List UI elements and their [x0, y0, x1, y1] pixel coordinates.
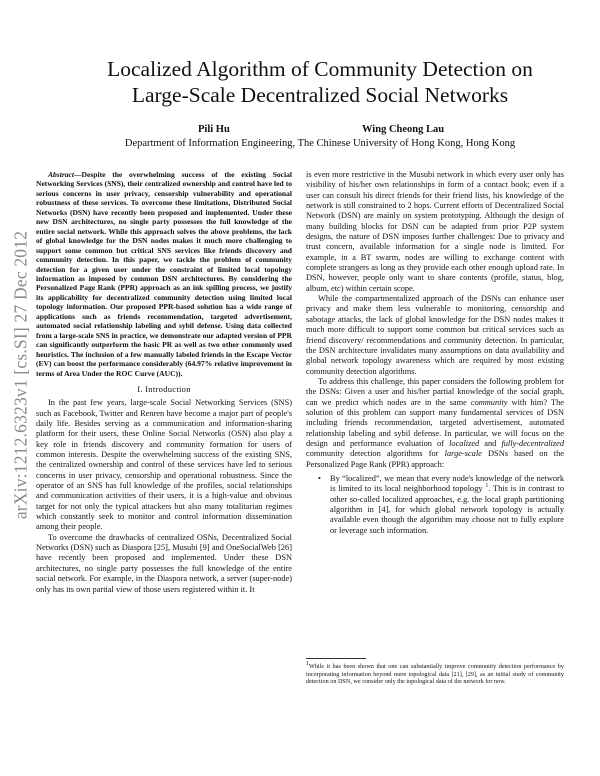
footnote-marker: 1 [485, 483, 489, 490]
section-heading: I. Introduction [137, 383, 191, 394]
right-column [306, 170, 564, 536]
paragraph: In the past few years, large-scale Social Networking Services (SNS) such as Facebook, Twitter and Renren have become a major part of people's daily life. Besides serving as a communication and information-sharing platform for their users, these Online Social Networks (OSN) also play a key role in friends discovery and community formation for users of common interests. Despite the overwhelming success of the existing SNS, the centralized ownership and control of these services have led to serious concerns in user privacy, censorship and operational robustness. Since the operator of an SNS has full knowledge of the profiles, social relationships and communication activities of their users, it is a high-value and obvious target for not only the typical attackers but also many totalitarian regimes which constantly seek to monitor and control information dissemination among their people. [36, 398, 292, 532]
author-name: Pili Hu [198, 124, 230, 135]
title-line-1: Localized Algorithm of Community Detection on [107, 57, 533, 81]
footnote-rule [306, 658, 366, 659]
bullet-item [306, 474, 564, 536]
paper-title [40, 56, 600, 108]
author-name: Wing Cheong Lau [362, 124, 445, 135]
abstract [36, 170, 292, 378]
bullet-text: By “localized”, we mean that every node's knowledge of the network is limited to its local neighborhood topology $^1$. This is in contrast to other so-called localized approaches, e.g. the local graph partitioning algorithm in [4], for which global network topology is actually available even though the algorithm may choose not to fully explore or leverage such information. [330, 473, 564, 535]
paragraph: To overcome the drawbacks of centralized OSNs, Decentralized Social Networks (DSN) such as Diaspora [25], Musubi [9] and OneSocialWeb [26] have recently been proposed and implemented. Under these DSN architectures, no single party possesses the full knowledge of the entire social network. For example, in the Diaspora network, a server (super-node) only has its own partial view of those users registered within it. It [36, 532, 292, 594]
authors [100, 124, 540, 138]
abstract-text: —Despite the overwhelming success of the existing Social Networking Services (SNS), their centralized ownership and control have led to serious concerns in user privacy, censorship vulnerability and operational robustness of these services. To overcome these limitations, Distributed Social Networks (DSN) have recently been proposed and implemented. Under these new DSN architectures, no single party possesses the full knowledge of the entire social network. While this approach solves the above problems, the lack of global knowledge for the DSN nodes makes it much more challenging to support some common but critical SNS services like friends discovery and community detection. In this paper, we tackle the problem of community detection for a given user under the constraint of limited local topology information as imposed by common DSN architectures. By considering the Personalized Page Rank (PPR) approach as an ink spilling process, we justify its applicability for decentralized community detection using limited local topology information. Our proposed PPR-based solution has a wide range of applications such as friends recommendation, targeted advertisement, automated social relationship labeling and sybil defense. Using data collected from a large-scale SNS in practice, we demonstrate our adapted version of PPR can significantly outperform the basic PR as well as two other commonly used heuristics. The inclusion of a few manually labeled friends in the Escape Vector (EV) can boost the performance considerably (64.97% relative improvement in terms of Area Under the ROC Curve (AUC)). [36, 170, 292, 378]
bullet-marker: • [318, 473, 321, 483]
arxiv-identifier: arXiv:1212.6323v1 [cs.SI] 27 Dec 2012 [10, 230, 31, 520]
footnote-text: $^1$While it has been shown that one can substantially improve community detection performance by incorporating information beyond mere topological data [21], [29], as an initial study of community detection on DSN, we consider only the topological data of the network for now. [306, 660, 564, 685]
footnote [306, 658, 564, 686]
abstract-label: Abstract [48, 170, 74, 179]
title-line-2: Large-Scale Decentralized Social Networks [131, 83, 509, 107]
paragraph: While the compartmentalized approach of the DSNs can enhance user privacy and make them less vulnerable to monitoring, censorship and sabotage attacks, the lack of global knowledge for the DSN nodes makes it much more difficult to support some common but critical services such as friend discovery/ recommendations and community detection. In particular, the DSN architecture invalidates many assumptions on data availability and global network topology awareness which are required by most existing community detection algorithms. [306, 294, 564, 376]
paragraph: is even more restrictive in the Musubi network in which every user only has visibility of his/her own relationships in form of a contact book; even if a user can consult his direct friends for their friend lists, his knowledge of the network is still constrained to 2 hops. Current efforts of Decentralized Social Network (DSN) are mainly on system prototyping. Although the design of many building blocks for DSN can be adapted from prior P2P system designs, the nature of DSN imposes further challenges: Due to privacy and trust concern, available information for a single node is limited. For example, in a BT swarm, nodes are willing to exchange content with complete strangers as long as they provide each other enough upload rate. In DSN, however, people only want to share contents (profile, status, blog, album, etc) within certain scope. [306, 170, 564, 293]
paragraph: To address this challenge, this paper considers the following problem for the DSNs: Given a user and his/her partial knowledge of the social graph, can we predict which nodes are in the same community with him? The solution of this problem can support many fundamental services of DSN including friends recommendation, targeted advertisement, automated relationship labeling and sybil defense. In particular, we will focus on the design and performance evaluation of localized and fully-decentralized community detection algorithms for large-scale DSNs based on the Personalized Page Rank (PPR) approach: [306, 376, 564, 469]
affiliation: Department of Information Engineering, The Chinese University of Hong Kong, Hong Kong [124, 138, 516, 149]
left-column [36, 170, 292, 595]
